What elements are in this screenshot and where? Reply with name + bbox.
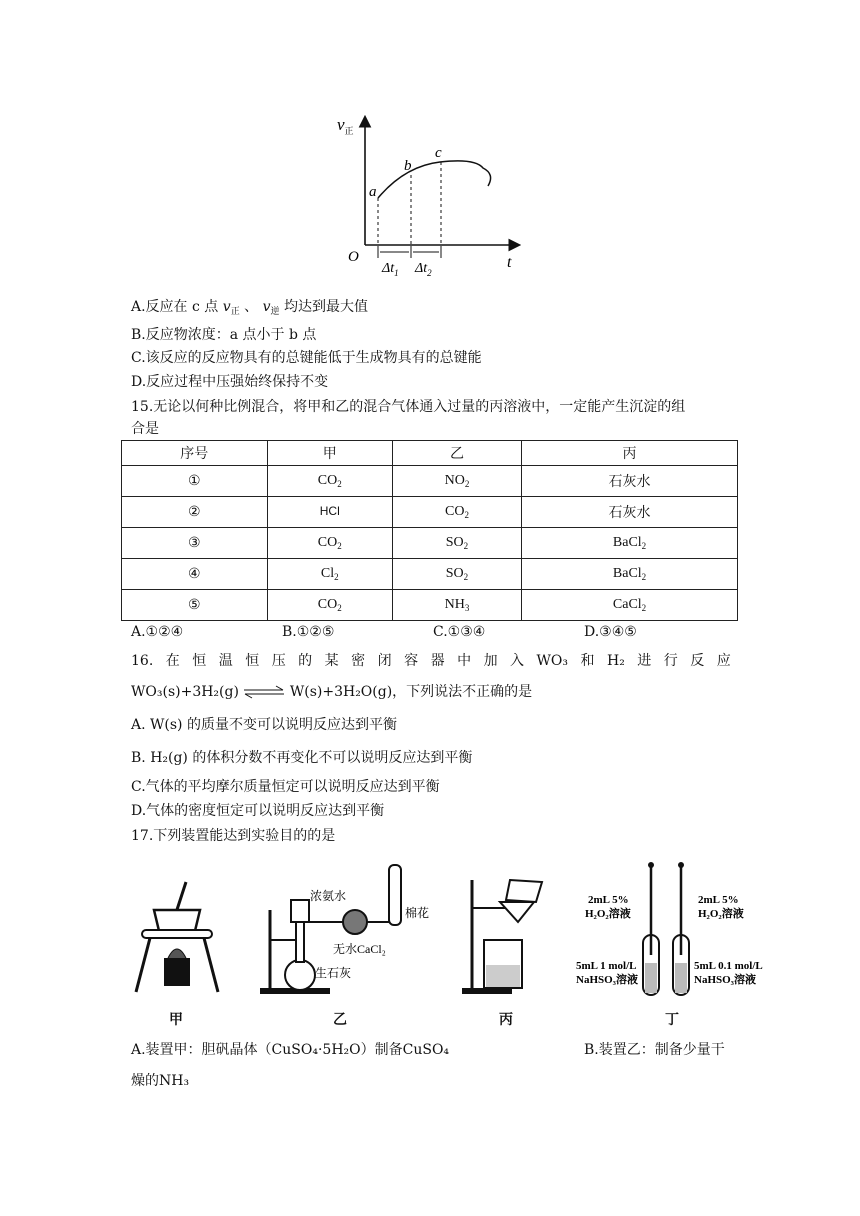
interval-2-label: $\Delta t_2$ (415, 261, 432, 278)
q17-option-a: A.装置甲：胆矾晶体（CuSO₄·5H₂O）制备CuSO₄ (131, 1042, 450, 1058)
q16-stem-word: 闭 (377, 653, 392, 669)
caption-jia: 甲 (169, 1012, 183, 1028)
q15-option-b: B.①②⑤ (282, 624, 335, 640)
q16-stem-word: 密 (351, 653, 366, 669)
q16-stem-word: 反 (690, 653, 705, 669)
cell-yi: $NH_3$ (392, 590, 521, 621)
q16-stem-word: H₂ (606, 653, 625, 669)
point-c-label: c (435, 145, 442, 161)
q16-stem-word: 的 (298, 653, 313, 669)
q14-option-c: C.该反应的反应物具有的总键能低于生成物具有的总键能 (131, 350, 482, 366)
q16-option-a: A. W(s) 的质量不变可以说明反应达到平衡 (131, 717, 397, 733)
cell-jia: HCl (267, 497, 392, 528)
cell-bing: CaCl$_2$ (522, 590, 738, 621)
table-header-row (122, 441, 738, 466)
row-no: ① (122, 466, 268, 497)
q16-stem-word: 在 (165, 653, 180, 669)
rate-time-graph (335, 110, 535, 285)
q16-stem-word: 容 (404, 653, 419, 669)
ding-label: NaHSO₃溶液 (576, 974, 638, 986)
q16-stem-word: WO₃ (536, 653, 569, 669)
q14-option-b: B.反应物浓度：a 点小于 b 点 (131, 327, 317, 343)
cell-jia: $Cl_2$ (267, 559, 392, 590)
apparatus-yi-ammonia-generation (255, 860, 445, 1000)
q17-stem: 17.下列装置能达到实验目的的是 (131, 828, 336, 844)
cell-bing: 石灰水 (522, 466, 738, 497)
q16-stem-word: 中 (457, 653, 472, 669)
q16-option-c: C.气体的平均摩尔质量恒定可以说明反应达到平衡 (131, 779, 440, 795)
table-row (122, 590, 738, 621)
q16-stem-word: 和 (580, 653, 595, 669)
q17-option-b-line2: 燥的NH₃ (131, 1073, 190, 1089)
table-row (122, 466, 738, 497)
header-bing: 丙 (522, 441, 738, 466)
rate-curve-line (378, 161, 491, 198)
q16-stem-word: 行 (663, 653, 678, 669)
q16-stem (131, 650, 731, 672)
q14-option-a: A.反应在 c 点 $v_正$ 、 $v_逆$ 均达到最大值 (131, 299, 368, 317)
cell-yi: $SO_2$ (392, 528, 521, 559)
q16-stem-word: 应 (716, 653, 731, 669)
table-row (122, 528, 738, 559)
q16-stem-word: 16. (131, 653, 154, 669)
q16-stem-word: 器 (430, 653, 445, 669)
table-row (122, 559, 738, 590)
origin-label: O (348, 249, 359, 265)
apparatus-bing-filtration (462, 860, 552, 1000)
q16-stem-word: 进 (637, 653, 652, 669)
q15-table (121, 440, 738, 621)
caption-bing: 丙 (499, 1012, 513, 1028)
apparatus-ding-test-tubes (576, 855, 788, 995)
q16-stem-word: 某 (324, 653, 339, 669)
q15-stem-line1: 15.无论以何种比例混合，将甲和乙的混合气体通入过量的丙溶液中，一定能产生沉淀的组 (131, 399, 686, 415)
cell-yi: $NO_2$ (392, 466, 521, 497)
label-cotton: 棉花 (405, 906, 430, 920)
caption-ding: 丁 (665, 1012, 679, 1028)
cell-bing: 石灰水 (522, 497, 738, 528)
cell-yi: $SO_2$ (392, 559, 521, 590)
cell-yi: $CO_2$ (392, 497, 521, 528)
q16-stem-word: 恒 (192, 653, 207, 669)
q16-stem-word: 入 (510, 653, 525, 669)
header-jia: 甲 (267, 441, 392, 466)
cell-jia: $CO_2$ (267, 590, 392, 621)
cell-jia: $CO_2$ (267, 466, 392, 497)
q15-option-c: C.①③④ (433, 624, 486, 640)
x-axis-label: t (507, 254, 512, 271)
cell-jia: $CO_2$ (267, 528, 392, 559)
q16-stem-word: 恒 (245, 653, 260, 669)
q16-option-d: D.气体的密度恒定可以说明反应达到平衡 (131, 803, 385, 819)
row-no: ④ (122, 559, 268, 590)
ding-label: H₂O₂溶液 (585, 908, 631, 920)
q15-stem-line2: 合是 (131, 421, 159, 437)
q15-options (131, 624, 751, 644)
q16-equation: WO₃(s)+3H₂(g) W(s)+3H₂O(g)，下列说法不正确的是 (131, 684, 533, 700)
q16-option-b: B. H₂(g) 的体积分数不再变化不可以说明反应达到平衡 (131, 750, 473, 766)
interval-1-label: $\Delta t_1$ (382, 261, 399, 278)
ding-label: 2mL 5% (698, 894, 739, 906)
table-row (122, 497, 738, 528)
label-ammonia-water: 浓氨水 (310, 889, 347, 903)
q16-stem-word: 加 (483, 653, 498, 669)
point-b-label: b (404, 158, 412, 174)
q15-option-d: D.③④⑤ (584, 624, 637, 640)
point-a-label: a (369, 184, 377, 200)
ding-label: 5mL 1 mol/L (576, 960, 637, 972)
q16-stem-word: 压 (271, 653, 286, 669)
label-cacl2: 无水CaCl₂ (333, 942, 386, 956)
ding-label: NaHSO₃溶液 (694, 974, 756, 986)
ding-label: H₂O₂溶液 (698, 908, 744, 920)
q17-option-b-line1: B.装置乙：制备少量干 (584, 1042, 725, 1058)
equilibrium-arrow-icon (243, 686, 285, 698)
label-quicklime: 生石灰 (315, 966, 352, 980)
row-no: ③ (122, 528, 268, 559)
q16-stem-word: 温 (218, 653, 233, 669)
apparatus-jia-evaporating-dish (128, 880, 228, 1000)
caption-yi: 乙 (333, 1012, 347, 1028)
y-axis-label: $v_正$ (337, 115, 354, 136)
cell-bing: BaCl$_2$ (522, 528, 738, 559)
row-no: ⑤ (122, 590, 268, 621)
cell-bing: BaCl$_2$ (522, 559, 738, 590)
rate-curve (378, 161, 496, 198)
header-yi: 乙 (392, 441, 521, 466)
ding-label: 2mL 5% (588, 894, 629, 906)
header-no: 序号 (122, 441, 268, 466)
q15-option-a: A.①②④ (131, 624, 184, 640)
row-no: ② (122, 497, 268, 528)
ding-label: 5mL 0.1 mol/L (694, 960, 763, 972)
q14-option-d: D.反应过程中压强始终保持不变 (131, 374, 329, 390)
